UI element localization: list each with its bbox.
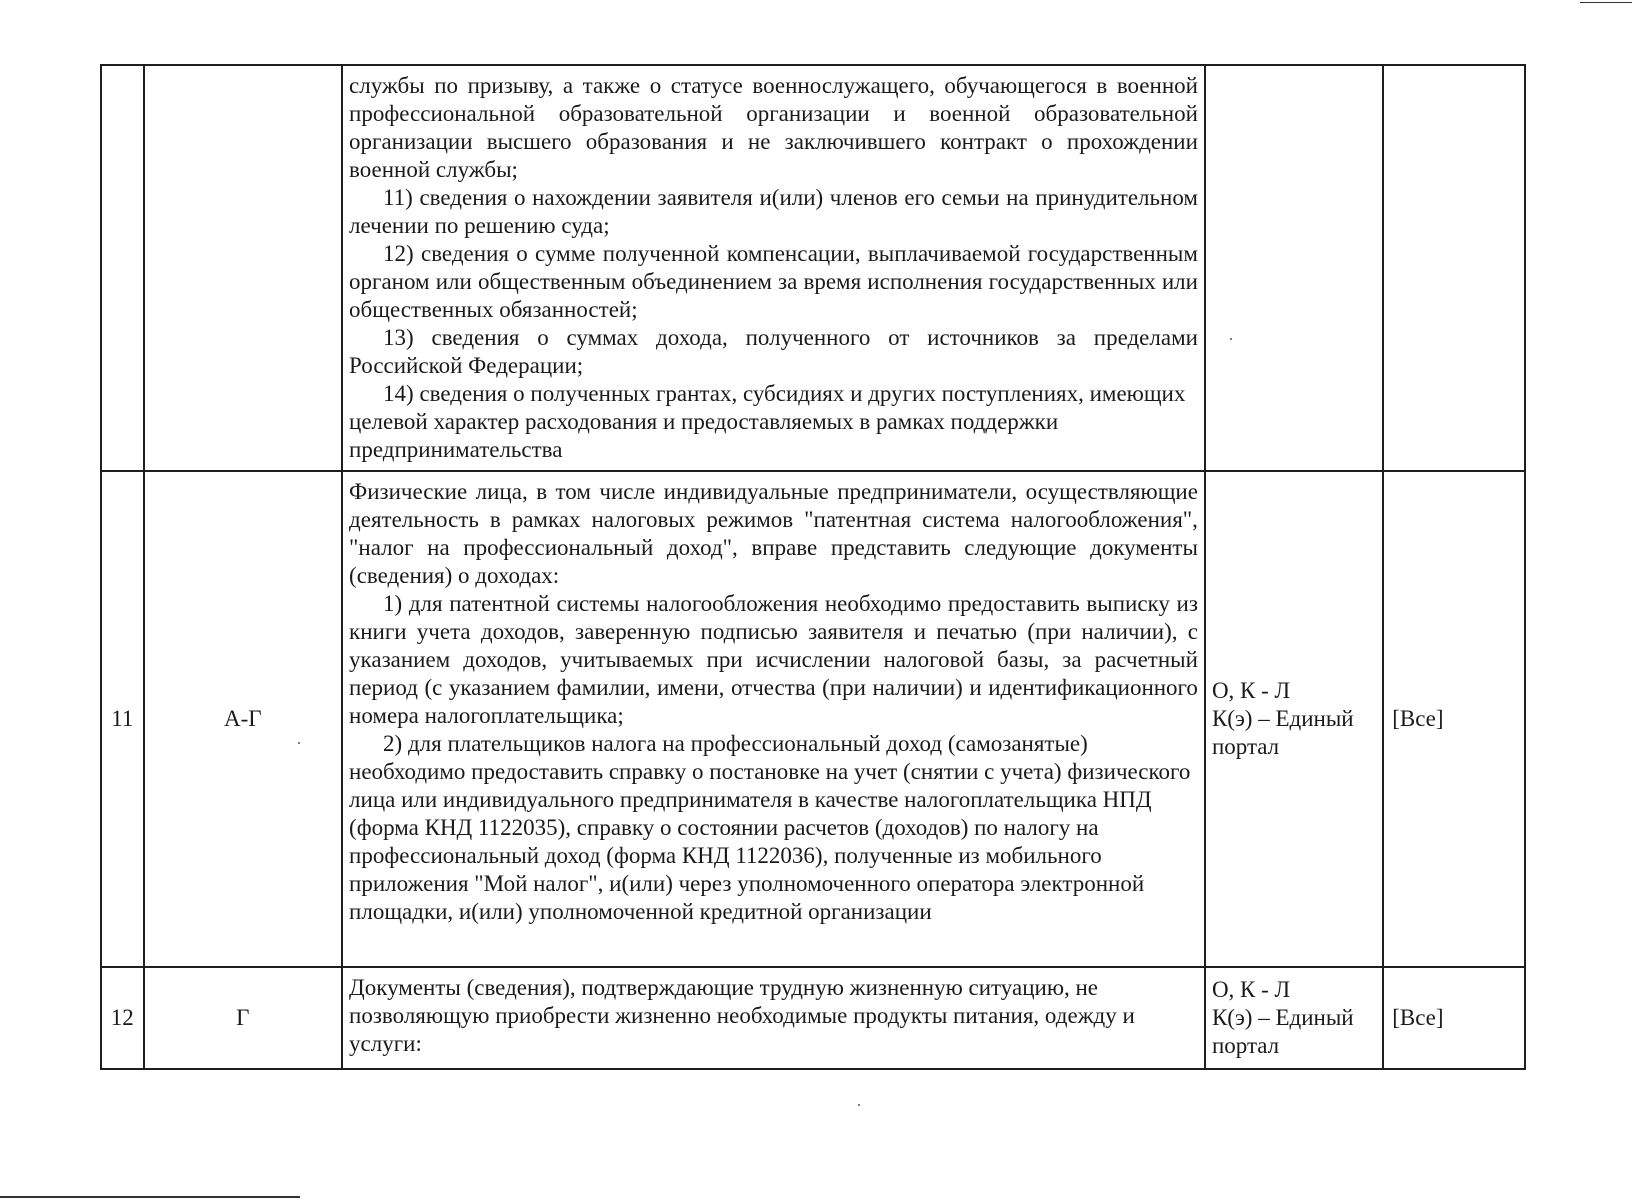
method-line: портал — [1211, 1033, 1280, 1058]
scan-speck — [298, 742, 300, 744]
row-category — [144, 65, 343, 471]
row-scope — [1383, 65, 1525, 471]
row-description — [342, 967, 1205, 1069]
scan-edge-line — [0, 1196, 300, 1198]
row-number: 11 — [101, 471, 144, 967]
paragraph: 12) сведения о сумме полученной компенсации, выплачиваемой государственным органом или общественным объединением за время исполнения государственных или общественных обязанностей; — [349, 241, 1198, 322]
paragraph: 2) для плательщиков налога на профессиональный доход (самозанятые) необходимо предоставить справку о постановке на учет (снятии с учета) физического лица или индивидуального предпринимателя в качестве налогоплательщика НПД (форма КНД 1122035), справку о состоянии расчетов (доходов) по налогу на профессиональный доход (форма КНД 1122036), полученные из мобильного приложения "Мой налог", и(или) через уполномоченного оператора электронной площадки, и(или) уполномоченной кредитной организации — [349, 731, 1191, 924]
method-line: портал — [1211, 734, 1280, 759]
scope-text: [Все] — [1392, 706, 1444, 731]
table-row — [101, 471, 1525, 967]
table-row — [101, 65, 1525, 471]
paragraph: 11) сведения о нахождении заявителя и(или) членов его семьи на принудительном лечении по решению суда; — [349, 185, 1198, 238]
paragraph: Физические лица, в том числе индивидуальные предприниматели, осуществляющие деятельность в рамках налоговых режимов "патентная система налогообложения", "налог на профессиональный доход", вправе представить следующие документы (сведения) о доходах: — [349, 479, 1198, 588]
method-line: К(э) – Единый — [1211, 706, 1354, 731]
row-category: Г — [144, 967, 343, 1069]
scan-speck — [1230, 338, 1232, 340]
paragraph: 1) для патентной системы налогообложения необходимо предоставить выписку из книги учета доходов, заверенную подписью заявителя и печатью (при наличии), с указанием доходов, учитываемых при исчислении налоговой базы, за расчетный период (с указанием фамилии, имени, отчества (при наличии) и идентификационного номера налогоплательщика; — [349, 591, 1198, 728]
row-description — [342, 471, 1205, 967]
method-line: К(э) – Единый — [1211, 1005, 1354, 1030]
scope-text: [Все] — [1392, 1005, 1444, 1030]
row-method — [1205, 471, 1383, 967]
row-scope — [1383, 967, 1525, 1069]
scan-edge-line — [1580, 2, 1632, 3]
method-line: О, К - Л — [1211, 678, 1291, 703]
document-table — [100, 64, 1526, 1070]
method-line: О, К - Л — [1211, 977, 1291, 1002]
row-number — [101, 65, 144, 471]
paragraph: 13) сведения о суммах дохода, полученного от источников за пределами Российской Федерации; — [349, 325, 1198, 378]
row-category: А-Г — [144, 471, 343, 967]
row-method — [1205, 967, 1383, 1069]
paragraph: службы по призыву, а также о статусе военнослужащего, обучающегося в военной профессиональной образовательной организации и военной образовательной организации высшего образования и не заключившего контракт о прохождении военной службы; — [349, 73, 1198, 182]
paragraph: 14) сведения о полученных грантах, субсидиях и других поступлениях, имеющих целевой характер расходования и предоставляемых в рамках поддержки предпринимательства — [349, 381, 1186, 462]
row-description — [342, 65, 1205, 471]
paragraph: Документы (сведения), подтверждающие трудную жизненную ситуацию, не позволяющую приобрести жизненно необходимые продукты питания, одежду и услуги: — [349, 975, 1135, 1056]
row-scope — [1383, 471, 1525, 967]
scan-speck — [858, 1104, 860, 1106]
row-number: 12 — [101, 967, 144, 1069]
row-method — [1205, 65, 1383, 471]
table-row — [101, 967, 1525, 1069]
